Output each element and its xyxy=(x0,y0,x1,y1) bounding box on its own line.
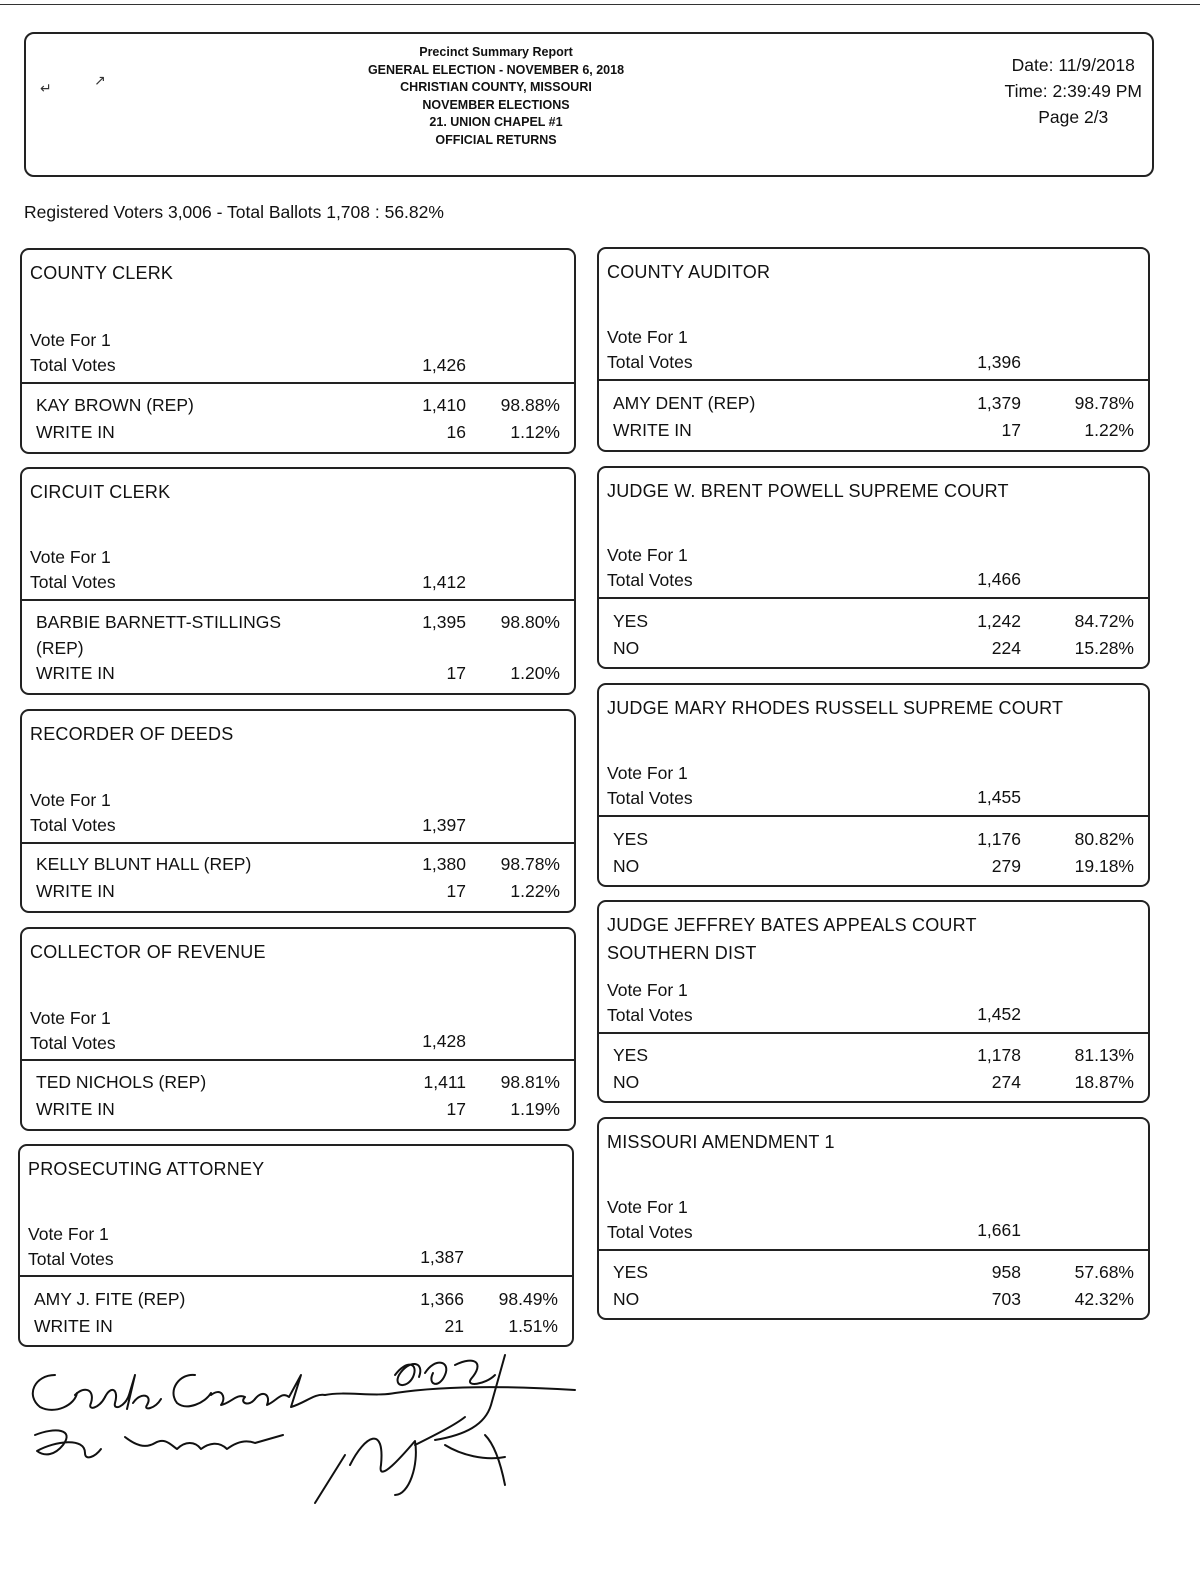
vote-for-label: Vote For 1 xyxy=(607,1197,688,1217)
returns-type: OFFICIAL RETURNS xyxy=(435,132,557,147)
election-group: NOVEMBER ELECTIONS xyxy=(422,97,570,112)
vote-for-label: Vote For 1 xyxy=(30,790,111,810)
total-votes-value: 1,387 xyxy=(420,1247,464,1267)
contest-county-clerk xyxy=(20,248,576,454)
report-header xyxy=(24,32,1154,177)
report-title: Precinct Summary Report xyxy=(419,45,573,59)
contest-recorder-of-deeds xyxy=(20,709,576,913)
total-votes-value: 1,396 xyxy=(977,352,1021,372)
choice-votes: 274 xyxy=(991,1072,1021,1092)
choice-row xyxy=(599,826,1148,852)
total-votes-value: 1,452 xyxy=(977,1004,1021,1024)
vote-for-label: Vote For 1 xyxy=(607,545,688,565)
contest-title: JUDGE MARY RHODES RUSSELL SUPREME COURT xyxy=(607,698,1064,718)
divider xyxy=(599,379,1148,381)
choice-percent: 42.32% xyxy=(1074,1289,1134,1309)
total-votes-value: 1,466 xyxy=(977,569,1021,589)
candidate-name: AMY DENT (REP) xyxy=(613,393,756,413)
candidate-name: KAY BROWN (REP) xyxy=(36,395,194,415)
choice-percent: 81.13% xyxy=(1074,1045,1134,1065)
total-votes-label: Total Votes xyxy=(607,570,693,590)
candidate-row xyxy=(22,851,574,877)
candidate-row xyxy=(22,878,574,904)
vote-for-label: Vote For 1 xyxy=(28,1224,109,1244)
total-votes-label: Total Votes xyxy=(30,572,116,592)
divider xyxy=(599,597,1148,599)
choice-votes: 224 xyxy=(991,638,1021,658)
choice-percent: 15.28% xyxy=(1074,638,1134,658)
total-votes-label: Total Votes xyxy=(607,352,693,372)
choice-row xyxy=(599,853,1148,879)
total-votes-value: 1,426 xyxy=(422,355,466,375)
choice-row xyxy=(599,608,1148,634)
report-meta xyxy=(1005,52,1142,130)
candidate-votes: 1,379 xyxy=(977,393,1021,413)
contest-title xyxy=(607,911,1140,967)
scan-mark: ↵ xyxy=(40,80,52,96)
contest-judge-powell xyxy=(597,466,1150,669)
vote-for-label: Vote For 1 xyxy=(30,1008,111,1028)
candidate-votes: 17 xyxy=(446,1099,466,1119)
candidate-votes: 1,410 xyxy=(422,395,466,415)
contest-title: RECORDER OF DEEDS xyxy=(30,724,234,744)
candidate-name: WRITE IN xyxy=(34,1316,113,1336)
contest-title-line: JUDGE JEFFREY BATES APPEALS COURT xyxy=(607,915,977,935)
scan-mark: ↗ xyxy=(94,72,106,88)
total-votes-label: Total Votes xyxy=(28,1249,114,1269)
candidate-percent: 1.20% xyxy=(510,663,560,683)
candidate-name: WRITE IN xyxy=(613,420,692,440)
contest-title: COLLECTOR OF REVENUE xyxy=(30,942,266,962)
choice-row xyxy=(599,1286,1148,1312)
candidate-percent: 98.88% xyxy=(500,395,560,415)
choice-row xyxy=(599,1069,1148,1095)
candidate-name: WRITE IN xyxy=(36,422,115,442)
vote-for-label: Vote For 1 xyxy=(607,980,688,1000)
contest-title: CIRCUIT CLERK xyxy=(30,482,171,502)
election-name: GENERAL ELECTION - NOVEMBER 6, 2018 xyxy=(367,62,625,77)
choice-percent: 57.68% xyxy=(1074,1262,1134,1282)
choice-votes: 1,176 xyxy=(977,829,1021,849)
divider xyxy=(22,382,574,384)
total-votes-value: 1,428 xyxy=(422,1031,466,1051)
county-name: CHRISTIAN COUNTY, MISSOURI xyxy=(400,80,592,94)
total-votes-value: 1,455 xyxy=(977,787,1021,807)
choice-name: NO xyxy=(613,638,640,658)
choice-votes: 279 xyxy=(991,856,1021,876)
contest-missouri-amendment-1 xyxy=(597,1117,1150,1320)
report-title-block xyxy=(296,44,696,149)
contest-title: COUNTY CLERK xyxy=(30,263,174,283)
candidate-row xyxy=(22,419,574,445)
contest-title: PROSECUTING ATTORNEY xyxy=(28,1159,265,1179)
contest-judge-russell xyxy=(597,683,1150,887)
divider xyxy=(599,1249,1148,1251)
total-votes-label: Total Votes xyxy=(30,355,116,375)
turnout-summary: Registered Voters 3,006 - Total Ballots 1,708 : 56.82% xyxy=(24,202,444,222)
candidate-votes: 1,380 xyxy=(422,854,466,874)
choice-name: YES xyxy=(613,829,649,849)
choice-votes: 1,178 xyxy=(977,1045,1021,1065)
candidate-percent: 1.12% xyxy=(510,422,560,442)
candidate-row xyxy=(599,390,1148,416)
candidate-votes: 1,366 xyxy=(420,1289,464,1309)
candidate-percent: 98.78% xyxy=(500,854,560,874)
candidate-votes: 1,411 xyxy=(423,1072,466,1092)
contest-prosecuting-attorney xyxy=(18,1144,574,1347)
report-date: Date: 11/9/2018 xyxy=(1011,55,1135,75)
vote-for-label: Vote For 1 xyxy=(30,547,111,567)
contest-circuit-clerk xyxy=(20,467,576,695)
candidate-row xyxy=(22,392,574,418)
page-number: Page 2/3 xyxy=(1038,107,1109,127)
candidate-name: WRITE IN xyxy=(36,1099,115,1119)
choice-percent: 18.87% xyxy=(1074,1072,1134,1092)
divider xyxy=(22,1059,574,1061)
candidate-votes: 16 xyxy=(446,422,466,442)
candidate-percent: 98.81% xyxy=(500,1072,560,1092)
choice-votes: 703 xyxy=(991,1289,1021,1309)
contest-title: COUNTY AUDITOR xyxy=(607,262,771,282)
candidate-row xyxy=(22,609,574,635)
divider xyxy=(599,1032,1148,1034)
choice-name: YES xyxy=(613,611,649,631)
choice-name: NO xyxy=(613,1072,640,1092)
total-votes-label: Total Votes xyxy=(30,1033,116,1053)
choice-name: NO xyxy=(613,1289,640,1309)
contest-title: MISSOURI AMENDMENT 1 xyxy=(607,1132,835,1152)
choice-name: NO xyxy=(613,856,640,876)
choice-row xyxy=(599,635,1148,661)
report-time: Time: 2:39:49 PM xyxy=(1004,81,1142,101)
contest-title-line: SOUTHERN DIST xyxy=(607,943,757,963)
total-votes-label: Total Votes xyxy=(607,1005,693,1025)
handwritten-signatures xyxy=(15,1345,595,1515)
precinct-name: 21. UNION CHAPEL #1 xyxy=(429,115,563,129)
candidate-percent: 98.49% xyxy=(498,1289,558,1309)
divider xyxy=(22,599,574,601)
choice-name: YES xyxy=(613,1262,649,1282)
total-votes-value: 1,661 xyxy=(977,1220,1021,1240)
total-votes-value: 1,412 xyxy=(422,572,466,592)
vote-for-label: Vote For 1 xyxy=(30,330,111,350)
candidate-votes: 17 xyxy=(446,663,466,683)
contest-title: JUDGE W. BRENT POWELL SUPREME COURT xyxy=(607,481,1009,501)
candidate-percent: 1.22% xyxy=(1084,420,1134,440)
choice-votes: 958 xyxy=(991,1262,1021,1282)
candidate-row xyxy=(22,1069,574,1095)
candidate-percent: 1.22% xyxy=(510,881,560,901)
total-votes-label: Total Votes xyxy=(607,788,693,808)
choice-percent: 84.72% xyxy=(1074,611,1134,631)
candidate-name: AMY J. FITE (REP) xyxy=(34,1289,186,1309)
candidate-name: WRITE IN xyxy=(36,881,115,901)
candidate-row xyxy=(599,417,1148,443)
candidate-percent: 1.51% xyxy=(508,1316,558,1336)
choice-name: YES xyxy=(613,1045,649,1065)
candidate-percent: 98.80% xyxy=(500,612,560,632)
divider xyxy=(20,1275,572,1277)
candidate-name: TED NICHOLS (REP) xyxy=(36,1072,207,1092)
total-votes-label: Total Votes xyxy=(607,1222,693,1242)
contest-collector-of-revenue xyxy=(20,927,576,1131)
candidate-votes: 17 xyxy=(446,881,466,901)
divider xyxy=(599,815,1148,817)
choice-percent: 80.82% xyxy=(1074,829,1134,849)
choice-votes: 1,242 xyxy=(977,611,1021,631)
candidate-name: KELLY BLUNT HALL (REP) xyxy=(36,854,252,874)
top-rule xyxy=(0,4,1200,5)
candidate-votes: 21 xyxy=(444,1316,464,1336)
candidate-row xyxy=(20,1286,572,1312)
candidate-votes: 17 xyxy=(1001,420,1021,440)
candidate-party: (REP) xyxy=(36,638,84,658)
vote-for-label: Vote For 1 xyxy=(607,763,688,783)
choice-row xyxy=(599,1042,1148,1068)
contest-judge-bates xyxy=(597,900,1150,1103)
choice-percent: 19.18% xyxy=(1074,856,1134,876)
divider xyxy=(22,842,574,844)
candidate-row xyxy=(22,660,574,686)
candidate-row xyxy=(20,1313,572,1339)
total-votes-label: Total Votes xyxy=(30,815,116,835)
candidate-party-row xyxy=(22,635,574,661)
vote-for-label: Vote For 1 xyxy=(607,327,688,347)
candidate-percent: 98.78% xyxy=(1074,393,1134,413)
candidate-votes: 1,395 xyxy=(422,612,466,632)
candidate-percent: 1.19% xyxy=(510,1099,560,1119)
candidate-row xyxy=(22,1096,574,1122)
total-votes-value: 1,397 xyxy=(422,815,466,835)
choice-row xyxy=(599,1259,1148,1285)
contest-county-auditor xyxy=(597,247,1150,452)
candidate-name: BARBIE BARNETT-STILLINGS xyxy=(36,612,282,632)
candidate-name: WRITE IN xyxy=(36,663,115,683)
